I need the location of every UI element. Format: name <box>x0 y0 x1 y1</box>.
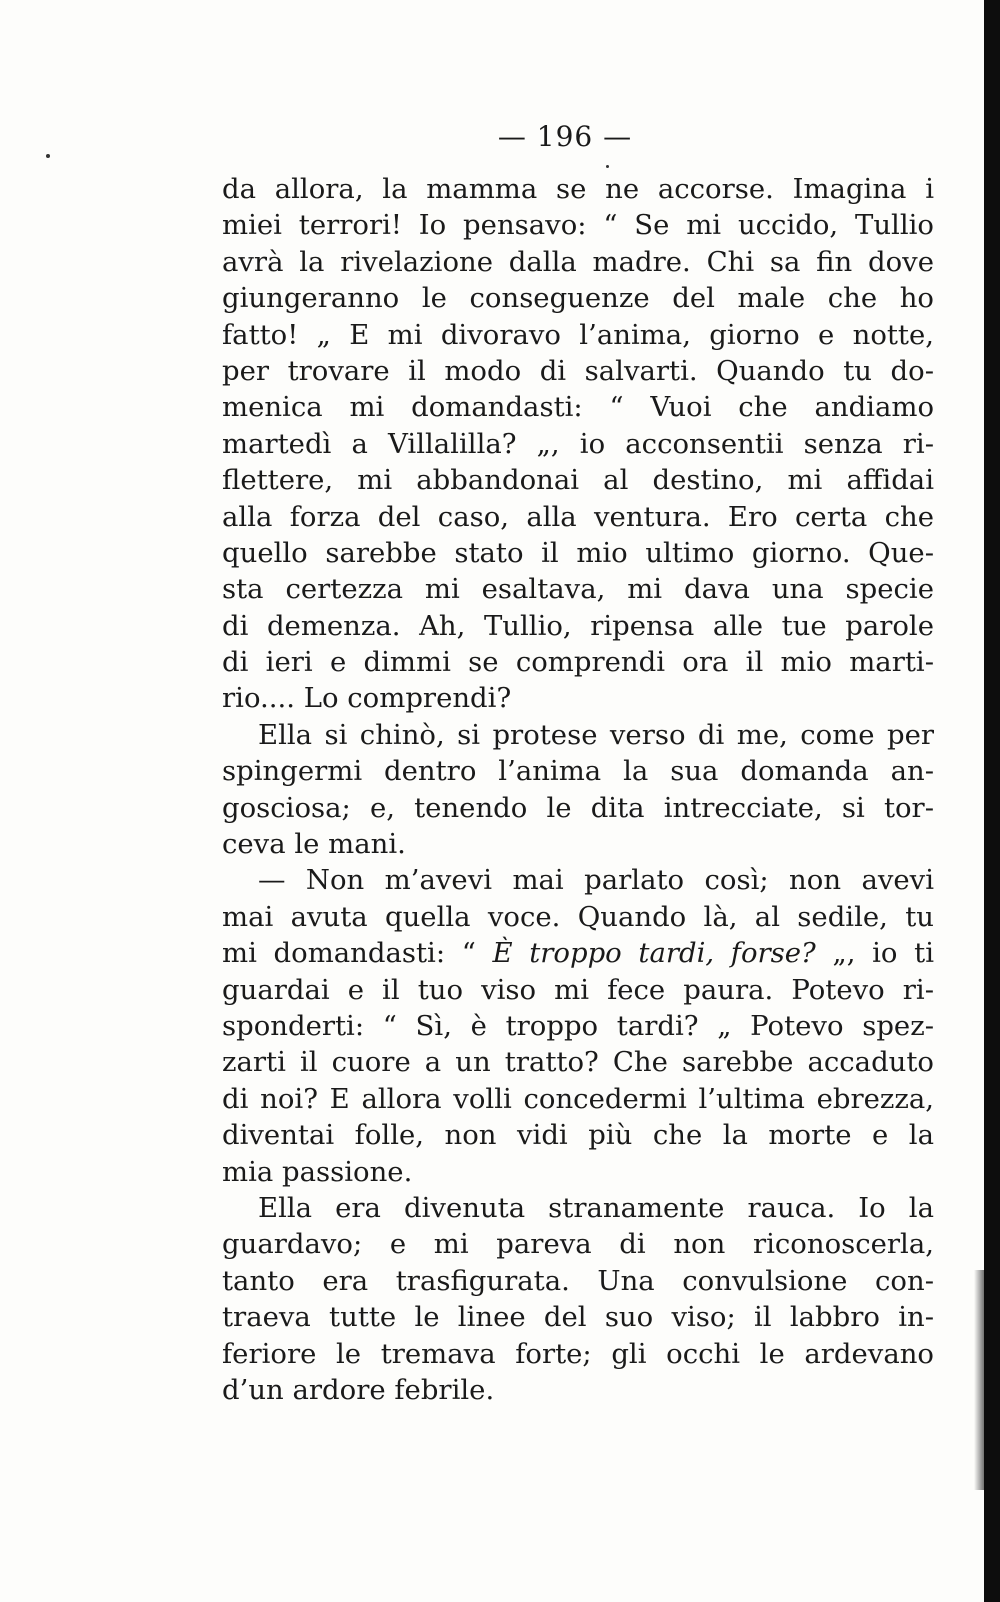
text-line: martedì a Villalilla? „, io acconsentii senza ri- <box>222 427 934 460</box>
ink-speck <box>606 165 609 168</box>
text-line: fatto! „ E mi divoravo l’anima, giorno e notte, <box>222 318 934 351</box>
text-line: guardai e il tuo viso mi fece paura. Potevo ri- <box>222 973 934 1006</box>
ink-speck <box>46 154 50 158</box>
page-edge-shadow <box>984 0 1000 1602</box>
text-line: per trovare il modo di salvarti. Quando tu do- <box>222 354 934 387</box>
text-line: mia passione. <box>222 1155 413 1188</box>
text-line: sta certezza mi esaltava, mi dava una specie <box>222 573 934 606</box>
text-line: mai avuta quella voce. Quando là, al sedile, tu <box>222 900 934 933</box>
text-line: spingermi dentro l’anima la sua domanda an- <box>222 755 934 788</box>
page-number: — 196 — <box>497 120 633 153</box>
text-line: tanto era trasfigurata. Una convulsione con- <box>222 1264 934 1297</box>
text-line <box>222 935 934 971</box>
text-line: zarti il cuore a un tratto? Che sarebbe accaduto <box>222 1046 934 1079</box>
text-line: gosciosa; e, tenendo le dita intrecciate, si tor- <box>222 791 934 824</box>
text-line: miei terrori! Io pensavo: “ Se mi uccido, Tullio <box>222 209 934 242</box>
text-line: traeva tutte le linee del suo viso; il labbro in- <box>222 1301 934 1334</box>
text-line: diventai folle, non vidi più che la morte e la <box>222 1119 934 1152</box>
text-line: sponderti: “ Sì, è troppo tardi? „ Potevo spez- <box>222 1009 934 1042</box>
text-line: — Non m’avevi mai parlato così; non avevi <box>258 864 934 897</box>
text-line: feriore le tremava forte; gli occhi le ardevano <box>222 1337 934 1370</box>
text-line: alla forza del caso, alla ventura. Ero certa che <box>222 500 934 533</box>
italic-quote: È troppo tardi, forse? <box>492 937 816 970</box>
text-fragment: „, io ti <box>815 937 934 970</box>
page-edge-gradient <box>974 1270 984 1490</box>
text-line: quello sarebbe stato il mio ultimo giorno. Que- <box>222 536 934 569</box>
text-line: Ella si chinò, si protese verso di me, come per <box>258 718 934 751</box>
text-line: giungeranno le conseguenze del male che ho <box>222 282 934 315</box>
text-line: flettere, mi abbandonai al destino, mi affidai <box>222 464 934 497</box>
body-text <box>222 171 934 1408</box>
text-line: ceva le mani. <box>222 828 406 861</box>
text-line: di demenza. Ah, Tullio, ripensa alle tue parole <box>222 609 934 642</box>
text-line: d’un ardore febrile. <box>222 1373 495 1406</box>
text-fragment: mi domandasti: “ <box>222 937 493 970</box>
text-line: guardavo; e mi pareva di non riconoscerla, <box>222 1228 934 1261</box>
text-line: da allora, la mamma se ne accorse. Imagina i <box>222 173 934 205</box>
text-line: di noi? E allora volli concedermi l’ultima ebrezza, <box>222 1082 934 1115</box>
text-line: menica mi domandasti: “ Vuoi che andiamo <box>222 391 934 424</box>
text-line: di ieri e dimmi se comprendi ora il mio marti- <box>222 646 934 679</box>
text-line: rio.... Lo comprendi? <box>222 682 512 715</box>
text-line: avrà la rivelazione dalla madre. Chi sa fin dove <box>222 245 934 278</box>
text-line: Ella era divenuta stranamente rauca. Io la <box>258 1191 934 1224</box>
